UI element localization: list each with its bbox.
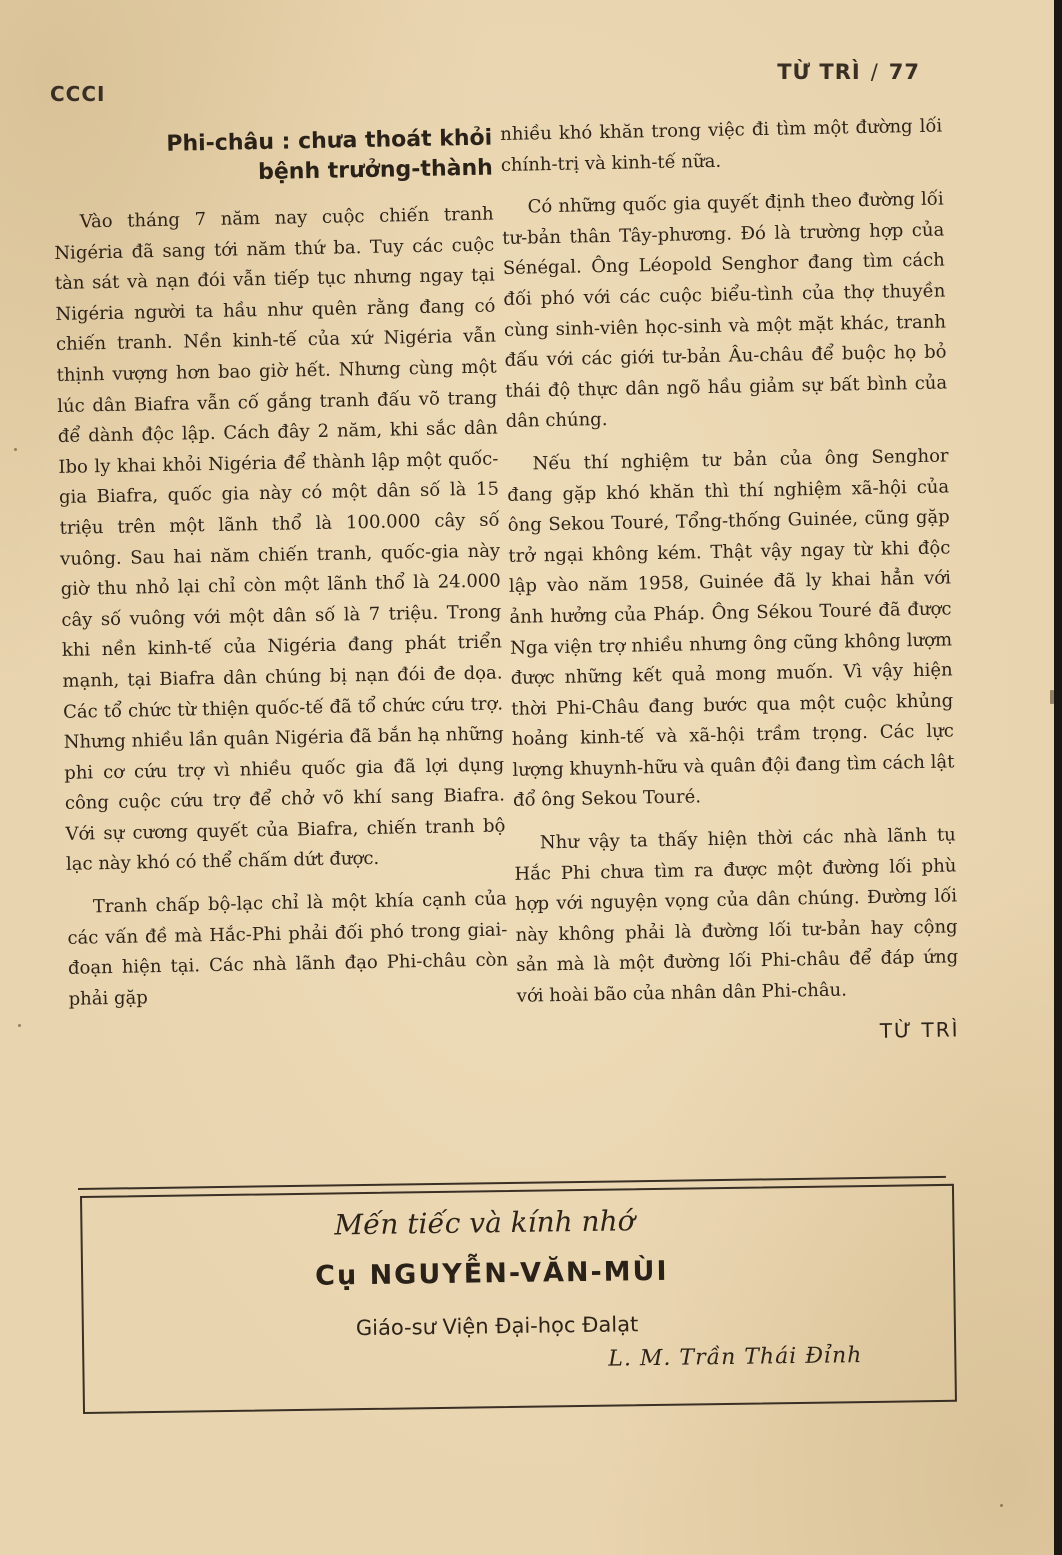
paper-speck — [1050, 690, 1054, 704]
paragraph: Như vậy ta thấy hiện thời các nhà lãnh tụ Hắc Phi chưa tìm ra được một đường lối phù hợp với nguyện vọng của dân chúng. Đường lối này không phải là đường lối tư-bản hay cộng sản mà là một đường lối Phi-châu để đáp ứng với hoài bão của nhân dân Phi-châu. — [514, 824, 959, 1007]
paper-speck — [14, 448, 17, 451]
paragraph: Nếu thí nghiệm tư bản của ông Senghor đang gặp khó khăn thì thí nghiệm xã-hội của ông Sekou Touré, Tổng-thống Guinée, cũng gặp trở ngại không kém. Thật vậy ngay từ khi độc lập vào năm 1958, Guinée đã ly khai hẳn với ảnh hưởng của Pháp. Ông Sékou Touré đã được Nga viện trợ nhiều nhưng ông cũng không lượm được những kết quả mong muốn. Vì vậy hiện thời Phi-Châu đang bước qua một cuộc khủng hoảng kinh-tế và xã-hội trầm trọng. Các lực lượng khuynh-hữu và quân đội đang tìm cách lật đổ ông Sekou Touré. — [506, 445, 955, 812]
memorial-title: Giáo-sư Viện Đại-học Đalạt — [355, 1312, 639, 1341]
paragraph: Có những quốc gia quyết định theo đường lối tư-bản thân Tây-phương. Đó là trường hợp của Sénégal. Ông Léopold Senghor đang tìm cách đối phó với các cuộc biểu-tình của thợ thuyền cùng sinh-viên học-sinh và một mặt khác, tranh đấu với các giới tư-bản Âu-châu để buộc họ bỏ thái độ thực dân ngõ hầu giảm sự bất bình của dân chúng. — [502, 188, 948, 433]
paragraph-continuation: nhiều khó khăn trong việc đi tìm một đường lối chính-trị và kinh-tế nữa. — [500, 115, 943, 176]
memorial-signer: L. M. Trần Thái Đỉnh — [608, 1343, 863, 1372]
running-head — [777, 60, 920, 84]
paper-speck — [18, 1024, 21, 1027]
article-signature: TỪ TRÌ — [879, 1016, 960, 1043]
paper-speck — [1000, 1504, 1003, 1507]
running-head-author: TỪ TRÌ — [777, 60, 861, 84]
memorial-heading: Mến tiếc và kính nhớ — [334, 1204, 635, 1242]
paragraph: Vào tháng 7 năm nay cuộc chiến tranh Nigéria đã sang tới năm thứ ba. Tuy các cuộc tàn sát và nạn đói vẫn tiếp tục nhưng ngay tại Nigéria người ta hầu như quên rằng đang có chiến tranh. Nền kinh-tế của xứ Nigéria vẫn thịnh vượng hơn bao giờ hết. Nhưng cùng một lúc dân Biafra vẫn cố gắng tranh đấu võ trang để dành độc lập. Cách đây 2 năm, khi sắc dân Ibo ly khai khỏi Nigéria để thành lập một quốc-gia Biafra, quốc gia này có một dân số là 15 triệu trên một lãnh thổ là 100.000 cây số vuông. Sau hai năm chiến tranh, quốc-gia này giờ thu nhỏ lại chỉ còn một lãnh thổ là 24.000 cây số vuông với một dân số là 7 triệu. Trong khi nền kinh-tế của Nigéria đang phát triển mạnh, tại Biafra dân chúng bị nạn đói đe dọa. Các tổ chức từ thiện quốc-tế đã tổ chức cứu trợ. Nhưng nhiều lần quân Nigéria đã bắn hạ những phi cơ cứu trợ vì nhiều quốc gia đã lợi dụng công cuộc cứu trợ để chở võ khí sang Biafra. Với sự cương quyết của Biafra, chiến tranh bộ lạc này khó có thể chấm dứt được. — [54, 203, 506, 876]
memorial-name: Cụ NGUYỄN-VĂN-MÙI — [314, 1255, 669, 1292]
article-title-line-1: Phi-châu : chưa thoát khỏi — [166, 125, 493, 157]
left-column — [52, 124, 509, 1028]
scan-edge — [1054, 0, 1062, 1555]
running-head-separator: / — [870, 60, 879, 84]
page-number: 77 — [888, 60, 920, 84]
right-column — [500, 112, 960, 1054]
article-title-line-2: bệnh trưởng-thành — [257, 155, 494, 186]
article-title — [52, 124, 493, 192]
page-label: CCCI — [50, 82, 106, 106]
memorial-notice — [80, 1184, 957, 1414]
paragraph: Tranh chấp bộ-lạc chỉ là một khía cạnh của các vấn đề mà Hắc-Phi phải đối phó trong giai-đoạn hiện tại. Các nhà lãnh đạo Phi-châu còn phải gặp — [67, 888, 509, 1010]
